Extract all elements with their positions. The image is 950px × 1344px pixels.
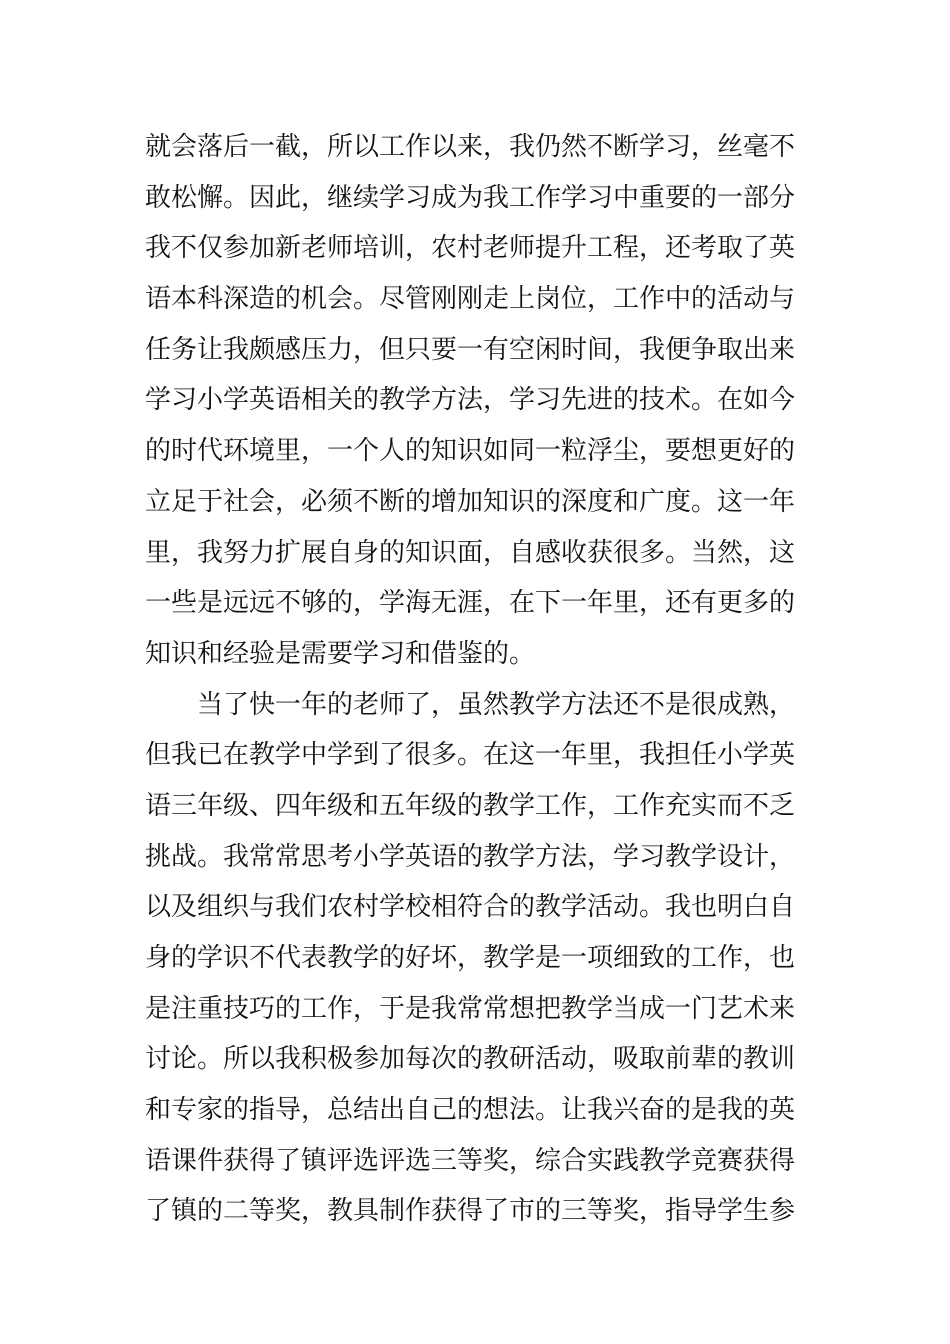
text-line: 但我已在教学中学到了很多。在这一年里，我担任小学英 xyxy=(145,740,796,771)
text-line: 挑战。我常常思考小学英语的教学方法，学习教学设计， xyxy=(145,841,796,872)
text-line: 立足于社会，必须不断的增加知识的深度和广度。这一年 xyxy=(145,486,796,517)
text-line: 学习小学英语相关的教学方法，学习先进的技术。在如今 xyxy=(145,385,796,416)
text-line: 是注重技巧的工作，于是我常常想把教学当成一门艺术来 xyxy=(145,993,796,1024)
text-line: 就会落后一截，所以工作以来，我仍然不断学习，丝毫不 xyxy=(145,132,796,162)
text-line: 了镇的二等奖，教具制作获得了市的三等奖，指导学生参 xyxy=(145,1196,796,1227)
text-line: 知识和经验是需要学习和借鉴的。 xyxy=(145,638,536,669)
text-line: 身的学识不代表教学的好坏，教学是一项细致的工作，也 xyxy=(145,943,796,973)
text-line: 讨论。所以我积极参加每次的教研活动，吸取前辈的教训 xyxy=(145,1044,796,1075)
text-line: 里，我努力扩展自身的知识面，自感收获很多。当然，这 xyxy=(145,537,796,568)
paragraph-first-line: 当了快一年的老师了，虽然教学方法还不是很成熟， xyxy=(197,689,796,720)
text-line: 敢松懈。因此，继续学习成为我工作学习中重要的一部分 xyxy=(145,182,796,213)
text-line: 我不仅参加新老师培训，农村老师提升工程，还考取了英 xyxy=(145,233,796,264)
text-line: 以及组织与我们农村学校相符合的教学活动。我也明白自 xyxy=(145,892,796,923)
text-line: 任务让我颇感压力，但只要一有空闲时间，我便争取出来 xyxy=(145,334,796,365)
text-line: 和专家的指导，总结出自己的想法。让我兴奋的是我的英 xyxy=(145,1095,796,1126)
text-line: 语三年级、四年级和五年级的教学工作，工作充实而不乏 xyxy=(145,790,796,821)
text-line: 一些是远远不够的，学海无涯，在下一年里，还有更多的 xyxy=(145,588,796,619)
body-text xyxy=(145,122,815,1237)
text-line: 语课件获得了镇评选评选三等奖，综合实践教学竞赛获得 xyxy=(145,1145,796,1176)
text-line: 语本科深造的机会。尽管刚刚走上岗位，工作中的活动与 xyxy=(145,284,796,315)
text-line: 的时代环境里，一个人的知识如同一粒浮尘，要想更好的 xyxy=(145,436,796,467)
